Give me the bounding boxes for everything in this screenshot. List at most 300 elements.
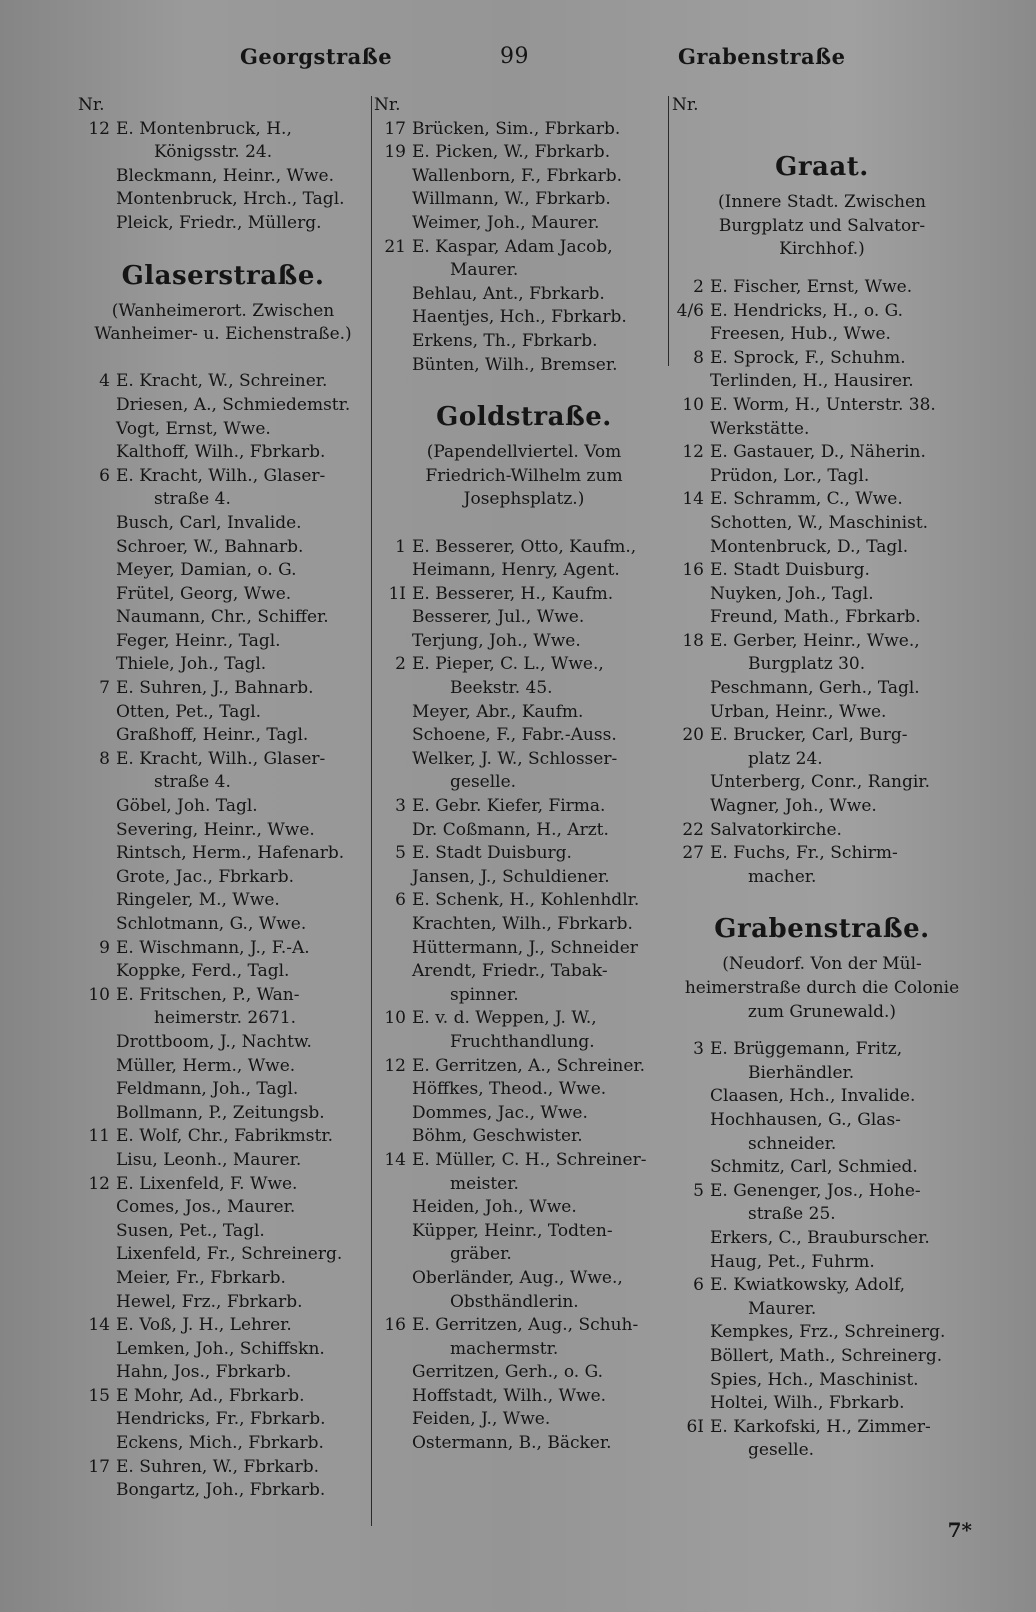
- directory-entry: [78, 1361, 368, 1385]
- directory-entry: [672, 300, 972, 324]
- resident-text: straße 4.: [154, 772, 231, 793]
- directory-entry: [78, 559, 368, 583]
- directory-entry: [78, 1314, 368, 1338]
- directory-entry: [374, 141, 674, 165]
- directory-entry: [78, 677, 368, 701]
- resident-text: E. Worm, H., Unterstr. 38.: [710, 394, 936, 415]
- resident-text: Lemken, Joh., Schiffskn.: [116, 1338, 325, 1359]
- street-description: [672, 953, 972, 1024]
- resident-text: E. Kaspar, Adam Jacob,: [412, 236, 613, 257]
- entries-list: [374, 118, 674, 378]
- resident-text: Bollmann, P., Zeitungsb.: [116, 1102, 325, 1123]
- street-description: [672, 191, 972, 262]
- directory-entry: [78, 1196, 368, 1220]
- resident-text: Krachten, Wilh., Fbrkarb.: [412, 914, 633, 934]
- resident-text: E. Karkofski, H., Zimmer-: [710, 1416, 931, 1437]
- resident-text: Werkstätte.: [710, 418, 810, 439]
- directory-entry: [374, 1078, 674, 1102]
- directory-entry: [374, 1338, 674, 1362]
- directory-entry: [78, 1149, 368, 1173]
- resident-text: Göbel, Joh. Tagl.: [116, 796, 258, 817]
- page-number: 99: [500, 44, 529, 69]
- house-number: 3: [693, 1039, 704, 1060]
- directory-entry: [78, 819, 368, 843]
- house-number: 5: [395, 843, 406, 864]
- house-number: 16: [682, 560, 704, 581]
- resident-text: Busch, Carl, Invalide.: [116, 512, 302, 533]
- directory-entry: [374, 1149, 674, 1173]
- resident-text: Feger, Heinr., Tagl.: [116, 630, 281, 651]
- header-right-street: Grabenstraße: [678, 44, 846, 69]
- directory-entry: [78, 606, 368, 630]
- directory-entry: [672, 606, 972, 630]
- resident-text: Salvatorkirche.: [710, 819, 842, 840]
- resident-text: E. Kracht, W., Schreiner.: [116, 371, 328, 392]
- resident-text: E. Gerritzen, A., Schreiner.: [412, 1055, 646, 1076]
- street-description: [78, 300, 368, 347]
- resident-text: Meier, Fr., Fbrkarb.: [116, 1267, 286, 1288]
- directory-entry: [374, 212, 674, 236]
- house-number: 1: [395, 536, 406, 557]
- resident-text: Driesen, A., Schmiedemstr.: [116, 394, 351, 415]
- house-number: 17: [88, 1456, 110, 1477]
- resident-text: Dommes, Jac., Wwe.: [412, 1102, 588, 1123]
- house-number: 14: [88, 1315, 110, 1336]
- resident-text: Kempkes, Frz., Schreinerg.: [710, 1322, 946, 1343]
- resident-text: Weimer, Joh., Maurer.: [412, 212, 600, 233]
- house-number: 14: [384, 1149, 406, 1170]
- directory-entry: [78, 465, 368, 489]
- directory-entry: [78, 212, 368, 236]
- directory-entry: [78, 1125, 368, 1149]
- description-line: Kirchhof.): [779, 239, 865, 260]
- resident-text: Wallenborn, F., Fbrkarb.: [412, 165, 623, 186]
- resident-text: E. Fischer, Ernst, Wwe.: [710, 276, 913, 297]
- directory-entry: [672, 583, 972, 607]
- column-2: [374, 94, 674, 1456]
- resident-text: Meyer, Abr., Kaufm.: [412, 701, 584, 722]
- resident-text: E. Stadt Duisburg.: [412, 843, 572, 864]
- directory-entry: [374, 1125, 674, 1149]
- directory-entry: [78, 1479, 368, 1503]
- house-number: 6: [99, 465, 110, 486]
- resident-text: E. Suhren, J., Bahnarb.: [116, 678, 314, 699]
- resident-text: Kalthoff, Wilh., Fbrkarb.: [116, 442, 326, 463]
- directory-entry: [374, 1220, 674, 1244]
- house-number: 20: [682, 725, 704, 746]
- directory-entry: [374, 677, 674, 701]
- street-heading: Goldstraße.: [436, 402, 612, 433]
- directory-entry: [374, 536, 674, 560]
- house-number: 8: [693, 347, 704, 368]
- directory-entry: [78, 1031, 368, 1055]
- resident-text: straße 4.: [154, 489, 231, 510]
- directory-entry: [374, 1102, 674, 1126]
- house-number: 6I: [686, 1416, 704, 1437]
- house-number: 7: [99, 678, 110, 699]
- house-number: 21: [384, 236, 406, 257]
- description-line: Friedrich-Wilhelm zum: [425, 465, 623, 486]
- resident-text: Hewel, Frz., Fbrkarb.: [116, 1291, 303, 1312]
- resident-text: straße 25.: [748, 1204, 836, 1225]
- resident-text: Holtei, Wilh., Fbrkarb.: [710, 1393, 905, 1414]
- resident-text: Meyer, Damian, o. G.: [116, 560, 297, 581]
- resident-text: geselle.: [450, 772, 517, 793]
- directory-entry: [672, 1369, 972, 1393]
- resident-text: Koppke, Ferd., Tagl.: [116, 961, 290, 982]
- resident-text: Gerritzen, Gerh., o. G.: [412, 1362, 603, 1383]
- directory-entry: [374, 1243, 674, 1267]
- directory-entry: [78, 1456, 368, 1480]
- directory-entry: [374, 583, 674, 607]
- directory-entry: [78, 866, 368, 890]
- directory-entry: [78, 748, 368, 772]
- directory-entry: [78, 1243, 368, 1267]
- house-number: 18: [682, 630, 704, 651]
- directory-entry: [78, 913, 368, 937]
- resident-text: Wagner, Joh., Wwe.: [710, 796, 877, 817]
- resident-text: E. Pieper, C. L., Wwe.,: [412, 654, 604, 675]
- resident-text: Prüdon, Lor., Tagl.: [710, 465, 870, 486]
- directory-entry: [672, 1062, 972, 1086]
- directory-entry: [78, 165, 368, 189]
- house-number: 3: [395, 796, 406, 817]
- resident-text: E. Kwiatkowsky, Adolf,: [710, 1275, 906, 1296]
- directory-entry: [374, 259, 674, 283]
- directory-entry: [672, 1156, 972, 1180]
- street-heading: Glaserstraße.: [121, 260, 325, 291]
- directory-entry: [78, 536, 368, 560]
- resident-text: E. Hendricks, H., o. G.: [710, 300, 904, 321]
- directory-entry: [374, 1173, 674, 1197]
- resident-text: gräber.: [450, 1244, 512, 1265]
- house-number: 17: [384, 118, 406, 139]
- resident-text: Vogt, Ernst, Wwe.: [116, 418, 271, 439]
- resident-text: Graßhoff, Heinr., Tagl.: [116, 725, 309, 746]
- resident-text: Frütel, Georg, Wwe.: [116, 583, 292, 604]
- directory-entry: [374, 1408, 674, 1432]
- resident-text: Behlau, Ant., Fbrkarb.: [412, 283, 605, 304]
- resident-text: heimerstr. 2671.: [154, 1008, 297, 1029]
- directory-entry: [672, 630, 972, 654]
- nr-label: Nr.: [672, 95, 699, 115]
- entries-list: [78, 370, 368, 1503]
- directory-entry: [374, 354, 674, 378]
- directory-entry: [374, 606, 674, 630]
- resident-text: spinner.: [450, 984, 519, 1005]
- resident-text: E. Wolf, Chr., Fabrikmstr.: [116, 1126, 333, 1147]
- directory-entry: [672, 748, 972, 772]
- directory-entry: [374, 1031, 674, 1055]
- directory-entry: [78, 188, 368, 212]
- house-number: 12: [88, 118, 110, 139]
- resident-text: Oberländer, Aug., Wwe.,: [412, 1267, 623, 1288]
- resident-text: Schroer, W., Bahnarb.: [116, 536, 304, 557]
- resident-text: Maurer.: [450, 260, 519, 281]
- directory-entry: [672, 394, 972, 418]
- directory-entry: [78, 1055, 368, 1079]
- resident-text: Unterberg, Conr., Rangir.: [710, 772, 930, 793]
- house-number: 14: [682, 489, 704, 510]
- resident-text: Welker, J. W., Schlosser-: [412, 748, 618, 769]
- directory-entry: [672, 465, 972, 489]
- directory-entry: [672, 1274, 972, 1298]
- house-number: 2: [395, 654, 406, 675]
- house-number: 9: [99, 937, 110, 958]
- house-number: 6: [693, 1275, 704, 1296]
- directory-entry: [374, 559, 674, 583]
- resident-text: geselle.: [748, 1440, 815, 1461]
- house-number: 12: [384, 1055, 406, 1076]
- resident-text: E. Schramm, C., Wwe.: [710, 489, 903, 510]
- resident-text: E. Besserer, Otto, Kaufm.,: [412, 536, 637, 557]
- resident-text: Heiden, Joh., Wwe.: [412, 1197, 577, 1218]
- directory-entry: [374, 653, 674, 677]
- directory-entry: [374, 724, 674, 748]
- directory-entry: [374, 1361, 674, 1385]
- resident-text: E. Gebr. Kiefer, Firma.: [412, 796, 606, 817]
- directory-entry: [672, 842, 972, 866]
- resident-text: E. Fuchs, Fr., Schirm-: [710, 843, 898, 864]
- directory-entry: [672, 536, 972, 560]
- directory-entry: [672, 512, 972, 536]
- resident-text: E. Brüggemann, Fritz,: [710, 1039, 903, 1060]
- column-3: [672, 94, 972, 1463]
- entries-list: [672, 1038, 972, 1463]
- directory-entry: [78, 960, 368, 984]
- resident-text: Erkers, C., Brauburscher.: [710, 1227, 930, 1248]
- resident-text: Schoene, F., Fabr.-Auss.: [412, 725, 617, 746]
- directory-entry: [374, 1267, 674, 1291]
- directory-entry: [374, 1432, 674, 1456]
- directory-entry: [374, 236, 674, 260]
- resident-text: Haug, Pet., Fuhrm.: [710, 1251, 875, 1272]
- resident-text: Eckens, Mich., Fbrkarb.: [116, 1433, 324, 1454]
- resident-text: Heimann, Henry, Agent.: [412, 560, 620, 581]
- resident-text: Burgplatz 30.: [748, 654, 866, 675]
- house-number: 5: [693, 1180, 704, 1201]
- directory-entry: [374, 188, 674, 212]
- resident-text: Müller, Herm., Wwe.: [116, 1055, 296, 1076]
- directory-entry: [374, 937, 674, 961]
- directory-entry: [374, 330, 674, 354]
- directory-entry: [672, 1298, 972, 1322]
- directory-entry: [672, 1180, 972, 1204]
- house-number: 10: [682, 394, 704, 415]
- resident-text: E. Gerber, Heinr., Wwe.,: [710, 630, 920, 651]
- house-number: 27: [682, 843, 704, 864]
- resident-text: E. Genenger, Jos., Hohe-: [710, 1180, 921, 1201]
- resident-text: Bierhändler.: [748, 1062, 855, 1083]
- description-line: zum Grunewald.): [747, 1001, 897, 1022]
- directory-entry: [78, 795, 368, 819]
- resident-text: Arendt, Friedr., Tabak-: [412, 961, 608, 982]
- directory-entry: [374, 842, 674, 866]
- house-number: 6: [395, 890, 406, 911]
- directory-entry: [374, 1007, 674, 1031]
- directory-entry: [78, 370, 368, 394]
- resident-text: Spies, Hch., Maschinist.: [710, 1369, 919, 1390]
- directory-entry: [374, 1314, 674, 1338]
- directory-entry: [78, 984, 368, 1008]
- directory-entry: [78, 1220, 368, 1244]
- resident-text: Grote, Jac., Fbrkarb.: [116, 866, 294, 887]
- directory-entry: [78, 583, 368, 607]
- house-number: 15: [88, 1385, 110, 1406]
- directory-entry: [374, 866, 674, 890]
- resident-text: Terlinden, H., Hausirer.: [710, 371, 914, 392]
- resident-text: Böhm, Geschwister.: [412, 1126, 583, 1147]
- directory-entry: [374, 630, 674, 654]
- resident-text: E. Montenbruck, H.,: [116, 118, 292, 139]
- resident-text: Urban, Heinr., Wwe.: [710, 701, 887, 722]
- column-1: [78, 94, 368, 1503]
- directory-entry: [672, 323, 972, 347]
- resident-text: E. Wischmann, J., F.-A.: [116, 937, 310, 958]
- resident-text: Willmann, W., Fbrkarb.: [412, 189, 611, 210]
- directory-entry: [672, 1321, 972, 1345]
- directory-entry: [672, 1109, 972, 1133]
- resident-text: E Mohr, Ad., Fbrkarb.: [116, 1385, 305, 1406]
- directory-entry: [374, 889, 674, 913]
- directory-entry: [78, 1338, 368, 1362]
- signature-mark: 7*: [947, 1518, 972, 1542]
- nr-label: Nr.: [78, 95, 105, 115]
- resident-text: machermstr.: [450, 1338, 559, 1359]
- directory-entry: [78, 512, 368, 536]
- directory-entry: [672, 276, 972, 300]
- resident-text: E. Besserer, H., Kaufm.: [412, 583, 614, 604]
- directory-entry: [374, 306, 674, 330]
- house-number: 4/6: [676, 300, 704, 321]
- directory-entry: [78, 1291, 368, 1315]
- directory-entry: [78, 1078, 368, 1102]
- directory-entry: [374, 1055, 674, 1079]
- directory-entry: [672, 771, 972, 795]
- directory-entry: [672, 1439, 972, 1463]
- directory-entry: [78, 141, 368, 165]
- resident-text: Peschmann, Gerh., Tagl.: [710, 678, 920, 699]
- resident-text: Fruchthandlung.: [450, 1031, 595, 1052]
- directory-entry: [672, 724, 972, 748]
- directory-entry: [78, 118, 368, 142]
- directory-entry: [374, 795, 674, 819]
- directory-entry: [672, 677, 972, 701]
- resident-text: Montenbruck, Hrch., Tagl.: [116, 189, 345, 210]
- resident-text: Feiden, J., Wwe.: [412, 1409, 551, 1430]
- directory-entry: [374, 118, 674, 142]
- resident-text: Naumann, Chr., Schiffer.: [116, 607, 329, 628]
- directory-entry: [374, 283, 674, 307]
- resident-text: Comes, Jos., Maurer.: [116, 1197, 296, 1218]
- resident-text: Haentjes, Hch., Fbrkarb.: [412, 307, 627, 328]
- directory-entry: [672, 701, 972, 725]
- directory-entry: [374, 771, 674, 795]
- resident-text: E. Voß, J. H., Lehrer.: [116, 1315, 292, 1336]
- resident-text: Feldmann, Joh., Tagl.: [116, 1079, 299, 1100]
- resident-text: Ringeler, M., Wwe.: [116, 890, 280, 911]
- house-number: 22: [682, 819, 704, 840]
- directory-entry: [672, 1133, 972, 1157]
- resident-text: E. Gastauer, D., Näherin.: [710, 442, 926, 463]
- directory-entry: [374, 748, 674, 772]
- header-left-street: Georgstraße: [240, 44, 393, 69]
- description-line: heimerstraße durch die Colonie: [684, 978, 960, 998]
- directory-entry: [374, 960, 674, 984]
- directory-entry: [672, 653, 972, 677]
- directory-entry: [78, 937, 368, 961]
- resident-text: Jansen, J., Schuldiener.: [412, 866, 610, 887]
- resident-text: E. Stadt Duisburg.: [710, 560, 870, 581]
- house-number: 1I: [388, 583, 406, 604]
- resident-text: Hahn, Jos., Fbrkarb.: [116, 1362, 292, 1383]
- directory-entry: [672, 819, 972, 843]
- resident-text: E. Kracht, Wilh., Glaser-: [116, 465, 326, 486]
- resident-text: E. Suhren, W., Fbrkarb.: [116, 1456, 320, 1477]
- house-number: 11: [88, 1126, 110, 1147]
- description-line: (Innere Stadt. Zwischen: [717, 192, 927, 213]
- directory-entry: [78, 842, 368, 866]
- entries-list: [374, 536, 674, 1456]
- street-heading: Graat.: [775, 152, 869, 183]
- resident-text: Freesen, Hub., Wwe.: [710, 324, 891, 345]
- resident-text: Maurer.: [748, 1298, 817, 1319]
- directory-entry: [78, 1267, 368, 1291]
- directory-entry: [78, 1385, 368, 1409]
- directory-entry: [672, 1227, 972, 1251]
- directory-entry: [78, 771, 368, 795]
- resident-text: schneider.: [748, 1133, 837, 1154]
- resident-text: Höffkes, Theod., Wwe.: [412, 1079, 607, 1100]
- directory-entry: [672, 1392, 972, 1416]
- directory-entry: [78, 701, 368, 725]
- resident-text: E. Schenk, H., Kohlenhdlr.: [412, 890, 640, 911]
- house-number: 12: [88, 1173, 110, 1194]
- resident-text: Hendricks, Fr., Fbrkarb.: [116, 1409, 326, 1430]
- house-number: 12: [682, 442, 704, 463]
- directory-entry: [374, 984, 674, 1008]
- entries-list: [672, 276, 972, 889]
- resident-text: macher.: [748, 866, 817, 887]
- resident-text: Bongartz, Joh., Fbrkarb.: [116, 1480, 326, 1501]
- directory-entry: [78, 1432, 368, 1456]
- entries-list: [78, 118, 368, 236]
- directory-entry: [78, 1007, 368, 1031]
- resident-text: Brücken, Sim., Fbrkarb.: [412, 118, 621, 139]
- directory-entry: [672, 418, 972, 442]
- resident-text: Hochhausen, G., Glas-: [710, 1109, 901, 1130]
- directory-entry: [672, 347, 972, 371]
- directory-entry: [78, 488, 368, 512]
- resident-text: Obsthändlerin.: [450, 1291, 579, 1312]
- directory-entry: [374, 819, 674, 843]
- resident-text: platz 24.: [748, 748, 823, 769]
- description-line: Josephsplatz.): [463, 489, 585, 510]
- directory-entry: [78, 630, 368, 654]
- resident-text: E. v. d. Weppen, J. W.,: [412, 1008, 597, 1029]
- directory-entry: [374, 701, 674, 725]
- resident-text: E. Gerritzen, Aug., Schuh-: [412, 1315, 639, 1336]
- resident-text: Hüttermann, J., Schneider: [412, 937, 638, 958]
- resident-text: E. Kracht, Wilh., Glaser-: [116, 748, 326, 769]
- resident-text: Susen, Pet., Tagl.: [116, 1220, 265, 1241]
- resident-text: Claasen, Hch., Invalide.: [710, 1086, 916, 1107]
- directory-entry: [374, 1196, 674, 1220]
- house-number: 16: [384, 1315, 406, 1336]
- directory-entry: [78, 653, 368, 677]
- resident-text: Bleckmann, Heinr., Wwe.: [116, 165, 335, 186]
- nr-label: Nr.: [374, 95, 401, 115]
